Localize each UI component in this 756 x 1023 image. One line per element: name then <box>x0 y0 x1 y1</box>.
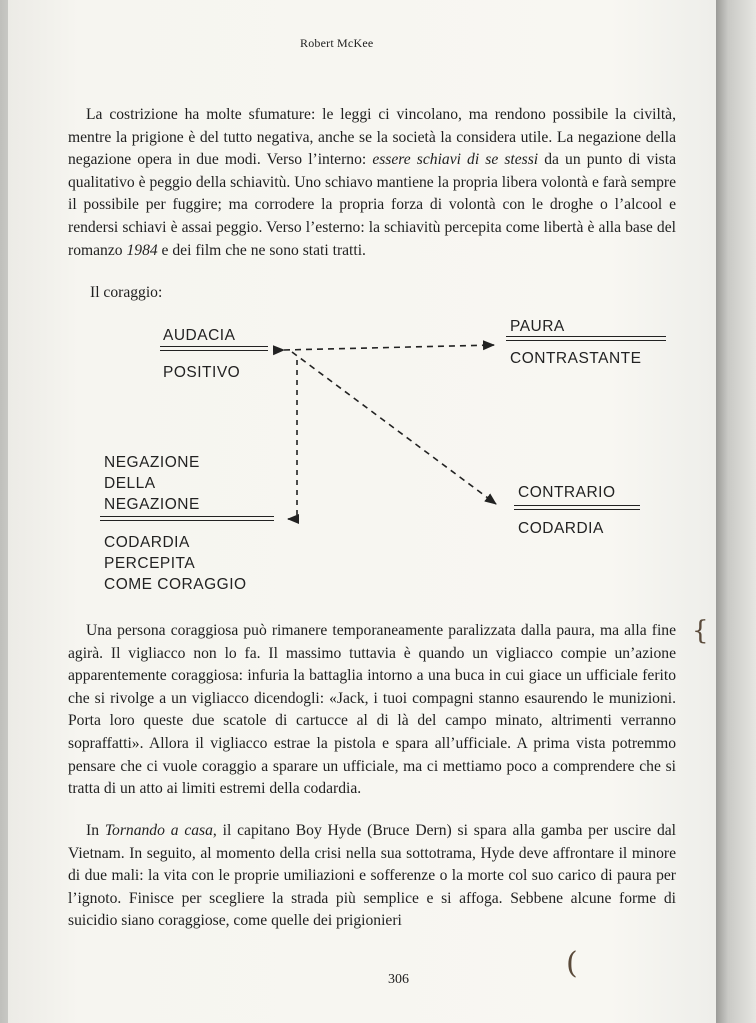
paragraph-1-text-c: e dei film che ne sono stati tratti. <box>157 241 366 259</box>
node-negation-bottom <box>104 532 247 595</box>
node-contrario: CONTRARIO <box>518 484 616 501</box>
paragraph-coming-home <box>68 820 676 933</box>
node-positivo: POSITIVO <box>163 364 241 381</box>
negation-line-1: NEGAZIONE <box>104 454 200 471</box>
paragraph-1-text-b: da un punto di vista qualitativo è peggio della schiavitù. Uno schiavo mantiene la propria libera volontà e farà sempre il possibile per fuggire; ma corrodere la propria forza di volontà con le droghe o l’alcool e rendersi schiavi è assai peggio. Verso l’esterno: la schiavitù percepita come libertà è alla base del romanzo <box>68 151 676 259</box>
paragraph-1-text-a: La costrizione ha molte sfumature: le leggi ci vincolano, ma rendono possibile la civiltà, mentre la prigione è del tutto negativa, anche se la società la considera utile. La negazione della negazione opera in due modi. Verso l’interno: <box>68 106 676 169</box>
negation-bottom-line-3: COME CORAGGIO <box>104 576 247 593</box>
paragraph-coward: Una persona coraggiosa può rimanere temporaneamente paralizzata dalla paura, ma alla fine agirà. Il vigliacco non lo fa. Il massimo tuttavia è quando un vigliacco compie un’azione apparentemente coraggiosa: infuria la battaglia intorno a una buca in cui giace un ufficiale ferito che si rivolge a un vigliacco dicendogli: «Jack, i tuoi compagni stanno esaurendo le munizioni. Porta loro queste due scatole di cartucce al di là del campo minato, altrimenti verranno sopraffatti». Allora il vigliacco estrae la pistola e spara all’ufficiale. A prima vista potremmo pensare che ci vuole coraggio a sparare un ufficiale, ma ci mettiamo poco a comprendere che si tratta di un atto ai limiti estremi della codardia. <box>68 622 676 798</box>
rule-negation <box>100 516 274 521</box>
pencil-mark-bracket: { <box>692 616 709 646</box>
paragraph-3-film-title: Tornando a casa <box>104 822 213 839</box>
rule-contradictory <box>514 505 640 510</box>
negation-bottom-line-1: CODARDIA <box>104 534 190 551</box>
negation-line-2: DELLA <box>104 475 156 492</box>
node-audacia: AUDACIA <box>163 327 236 344</box>
running-header: Robert McKee <box>300 36 374 50</box>
rule-contrary <box>506 336 666 341</box>
arrow-positive-contrary <box>284 345 494 350</box>
node-negation-top <box>104 452 200 515</box>
node-codardia: CODARDIA <box>518 520 604 537</box>
arrow-positive-contradictory <box>292 352 496 504</box>
diagram-intro: Il coraggio: <box>90 284 163 301</box>
pencil-mark-slash: ( <box>566 946 578 981</box>
page-number: 306 <box>388 972 409 987</box>
paragraph-3-text-a: In <box>86 822 105 839</box>
negation-line-3: NEGAZIONE <box>104 496 200 513</box>
negation-bottom-line-2: PERCEPITA <box>104 555 196 572</box>
node-paura: PAURA <box>510 318 565 335</box>
node-contrastante: CONTRASTANTE <box>510 350 642 367</box>
paragraph-1-italic-a: essere schiavi di se stessi <box>372 151 539 169</box>
rule-positive <box>160 346 268 351</box>
paragraph-1-italic-b: 1984 <box>126 241 158 259</box>
paragraph-3-text-b: , il capitano Boy Hyde (Bruce Dern) si spara alla gamba per uscire dal Vietnam. In seguito, al momento della crisi nella sua sottotrama, Hyde deve affrontare il minore di due mali: la vita con le proprie umiliazioni e sofferenze o la morte col suo carico di paura per l’ignoto. Finisce per scegliere la strada più semplice e si affoga. Sebbene alcune forme di suicidio siano coraggiose, come quelle dei prigionieri <box>68 822 676 930</box>
